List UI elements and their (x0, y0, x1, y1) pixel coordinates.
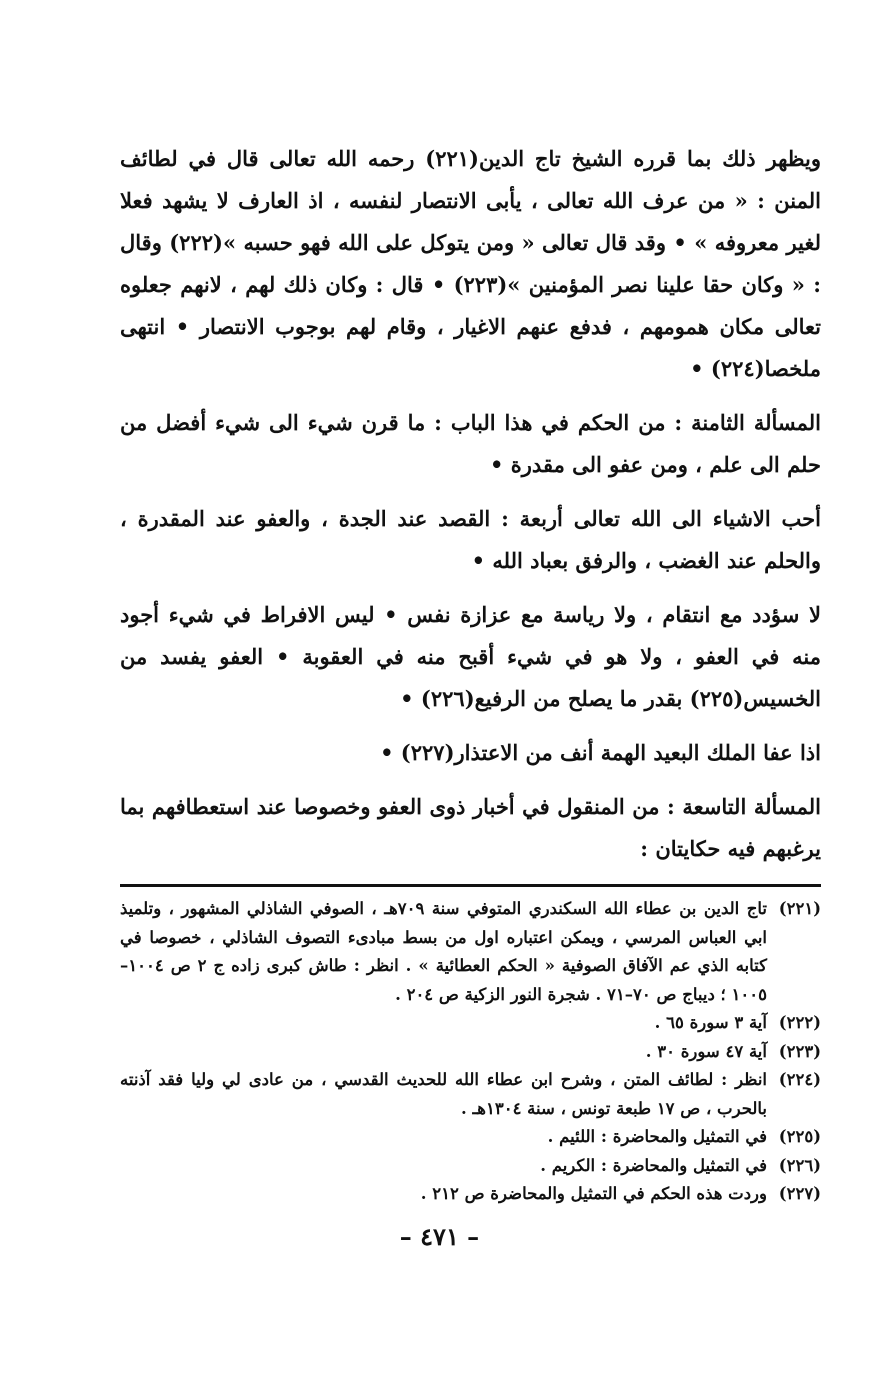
footnote-text: وردت هذه الحكم في التمثيل والمحاضرة ص ٢١٢ . (420, 1184, 767, 1203)
footnote-text: في التمثيل والمحاضرة : اللئيم . (547, 1127, 767, 1146)
paragraph-ninth-issue: المسألة التاسعة : من المنقول في أخبار ذوى العفو وخصوصا عند استعطافهم بما يرغبهم فيه حكايتان : (120, 794, 821, 861)
footnote-226 (120, 1152, 821, 1181)
paragraph-king-forgives: اذا عفا الملك البعيد الهمة أنف من الاعتذار(٢٢٧) • (380, 740, 821, 765)
main-text (120, 138, 821, 870)
paragraph-no-leadership: لا سؤدد مع انتقام ، ولا رياسة مع عزازة نفس • ليس الافراط في شيء أجود منه في العفو ، ولا هو في شيء أقبح منه في العقوبة • العفو يفسد من الخسيس(٢٢٥) بقدر ما يصلح من الرفيع(٢٢٦) • (120, 602, 821, 711)
footnote-text: آية ٤٧ سورة ٣٠ . (645, 1041, 767, 1061)
footnote-221 (120, 895, 821, 1009)
footnote-text: آية ٣ سورة ٦٥ . (654, 1013, 767, 1032)
footnote-number: (٢٢١) (778, 899, 821, 918)
footnote-number: (٢٢٥) (778, 1127, 821, 1146)
footnote-number: (٢٢٢) (778, 1013, 821, 1032)
footnote-222 (120, 1009, 821, 1038)
footnote-text: في التمثيل والمحاضرة : الكريم . (540, 1155, 767, 1175)
footnote-224 (120, 1066, 821, 1123)
footnote-divider (120, 884, 821, 887)
paragraph-eighth-issue: المسألة الثامنة : من الحكم في هذا الباب : ما قرن شيء الى شيء أفضل من حلم الى علم ، ومن عفو الى مقدرة • (120, 410, 821, 477)
footnote-227 (120, 1180, 821, 1209)
footnote-number: (٢٢٤) (778, 1070, 821, 1089)
paragraph-taj-al-din: ويظهر ذلك بما قرره الشيخ تاج الدين(٢٢١) رحمه الله تعالى قال في لطائف المنن : « من عرف الله تعالى ، يأبى الانتصار لنفسه ، اذ العارف لا يشهد فعلا لغير معروفه » • وقد قال تعالى « ومن يتوكل على الله فهو حسبه »(٢٢٢) وقال : « وكان حقا علينا نصر المؤمنين »(٢٢٣) • قال : وكان ذلك لهم ، لانهم جعلوه تعالى مكان همومهم ، فدفع عنهم الاغيار ، وقام لهم بوجوب الانتصار • انتهى ملخصا(٢٢٤) • (120, 146, 821, 381)
footnote-number: (٢٢٣) (778, 1041, 821, 1061)
footnote-text: تاج الدين بن عطاء الله السكندري المتوفي سنة ٧٠٩هـ ، الصوفي الشاذلي المشهور ، وتلميذ ابي العباس المرسي ، ويمكن اعتباره اول من بسط مبادىء التصوف الشاذلي ، خصوصا في كتابه الذي عم الآفاق الصوفية « الحكم العطائية » . انظر : طاش كبرى زاده ج ٢ ص ١٠٠٤–١٠٠٥ ؛ ديباج ص ٧٠–٧١ . شجرة النور الزكية ص ٢٠٤ . (120, 899, 767, 1004)
paragraph-four-things: أحب الاشياء الى الله تعالى أربعة : القصد عند الجدة ، والعفو عند المقدرة ، والحلم عند الغضب ، والرفق بعباد الله • (120, 506, 821, 573)
footnote-number: (٢٢٧) (778, 1184, 821, 1203)
footnote-225 (120, 1123, 821, 1152)
footnotes (120, 895, 821, 1209)
footnote-223 (120, 1038, 821, 1067)
page-number: – ٤٧١ – (399, 1222, 480, 1251)
footnote-number: (٢٢٦) (778, 1155, 821, 1175)
footnote-text: انظر : لطائف المتن ، وشرح ابن عطاء الله للحديث القدسي ، من عادى لي وليا فقد آذنته بالحرب ، ص ١٧ طبعة تونس ، سنة ١٣٠٤هـ . (120, 1070, 767, 1118)
